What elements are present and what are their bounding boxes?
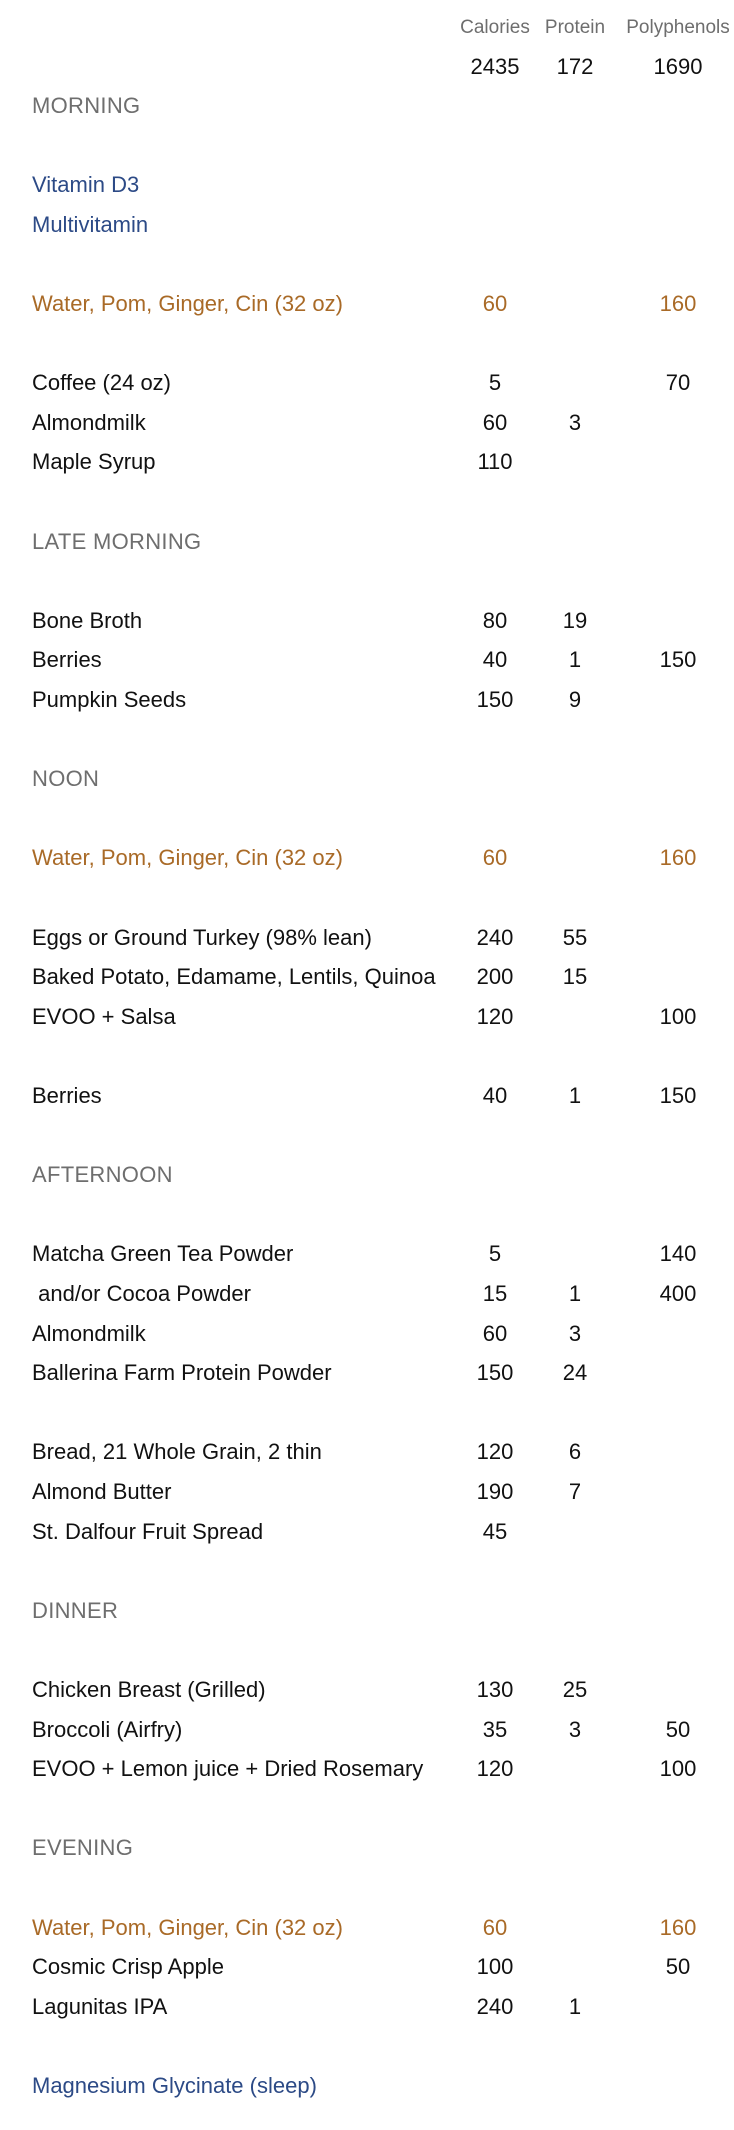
protein-value: [540, 1512, 610, 1552]
item-name: Baked Potato, Edamame, Lentils, Quinoa: [32, 964, 436, 990]
blank-row: [0, 126, 734, 166]
calories-value: 60: [482, 845, 508, 871]
protein-value: 3: [568, 1320, 582, 1346]
item-name: Broccoli (Airfry): [32, 1716, 183, 1742]
calories-value: 100: [476, 1954, 514, 1980]
totals-row: [0, 47, 734, 87]
polyphenols-value: [618, 1432, 734, 1472]
water-row: [0, 838, 734, 878]
blank-row: [0, 1195, 734, 1235]
item-row: [0, 403, 734, 443]
calories-value: 60: [482, 291, 508, 316]
item-name: Ballerina Farm Protein Powder: [32, 1360, 332, 1386]
item-row: [0, 918, 734, 958]
calories-value: 40: [482, 1083, 508, 1108]
polyphenols-value: 140: [659, 1241, 697, 1267]
item-row: [0, 1670, 734, 1710]
protein-total: 172: [556, 54, 594, 79]
polyphenols-value: 150: [659, 647, 697, 673]
item-name: EVOO + Lemon juice + Dried Rosemary: [32, 1756, 424, 1782]
polyphenols-column-header: Polyphenols: [626, 17, 730, 38]
calories-value: 120: [476, 1003, 514, 1029]
item-name: Pumpkin Seeds: [32, 687, 187, 712]
protein-column-header: Protein: [544, 17, 606, 38]
blank-row: [0, 2026, 734, 2066]
item-name: Bread, 21 Whole Grain, 2 thin: [32, 1439, 322, 1465]
calories-value: 240: [476, 1993, 514, 2019]
supplement-row: [0, 2066, 734, 2106]
item-name: Vitamin D3: [32, 172, 140, 198]
section-title: MORNING: [32, 93, 141, 118]
item-name: Almondmilk: [32, 1320, 146, 1346]
calories-value: 150: [476, 687, 514, 712]
protein-value: [540, 1234, 610, 1274]
item-name: Water, Pom, Ginger, Cin (32 oz): [32, 845, 343, 871]
item-name: Multivitamin: [32, 211, 149, 237]
blank-row: [0, 1116, 734, 1156]
protein-value: 24: [562, 1360, 588, 1386]
calories-value: 120: [476, 1439, 514, 1465]
item-row: [0, 442, 734, 482]
item-row: [0, 601, 734, 641]
section-header-row: [0, 1155, 734, 1195]
polyphenols-value: [618, 1314, 734, 1354]
item-name: Water, Pom, Ginger, Cin (32 oz): [32, 291, 343, 316]
item-row: [0, 957, 734, 997]
item-name: Maple Syrup: [32, 449, 156, 475]
item-row: [0, 363, 734, 403]
item-row: [0, 1472, 734, 1512]
section-header-row: [0, 1591, 734, 1631]
item-name: Water, Pom, Ginger, Cin (32 oz): [32, 1914, 343, 1940]
protein-value: 1: [568, 647, 582, 673]
blank-row: [0, 482, 734, 522]
blank-row: [0, 1036, 734, 1076]
item-row: [0, 1353, 734, 1393]
item-row: [0, 1749, 734, 1789]
protein-value: 6: [568, 1439, 582, 1465]
protein-value: [540, 838, 610, 878]
calories-value: 40: [482, 647, 508, 673]
item-row: [0, 1947, 734, 1987]
polyphenols-total: 1690: [653, 54, 703, 79]
item-row: [0, 1987, 734, 2027]
item-row: [0, 1512, 734, 1552]
polyphenols-value: 160: [659, 291, 697, 316]
water-row: [0, 284, 734, 324]
polyphenols-value: [618, 918, 734, 958]
section-title: EVENING: [32, 1835, 134, 1861]
column-header-row: [0, 8, 734, 48]
supplement-row: [0, 205, 734, 245]
protein-value: [540, 1908, 610, 1948]
item-row: [0, 1234, 734, 1274]
section-header-row: [0, 759, 734, 799]
protein-value: 1: [568, 1083, 582, 1108]
polyphenols-value: [618, 601, 734, 641]
item-name: Almondmilk: [32, 409, 146, 435]
calories-value: 200: [476, 964, 514, 990]
calories-value: 60: [482, 1320, 508, 1346]
protein-value: 15: [562, 964, 588, 990]
blank-row: [0, 720, 734, 760]
item-name: EVOO + Salsa: [32, 1003, 176, 1029]
blank-row: [0, 878, 734, 918]
protein-value: [540, 1947, 610, 1987]
polyphenols-value: [618, 403, 734, 443]
calories-value: 80: [482, 607, 508, 633]
polyphenols-value: 160: [659, 1914, 697, 1940]
section-title: DINNER: [32, 1597, 119, 1623]
item-name: St. Dalfour Fruit Spread: [32, 1518, 264, 1544]
item-name: and/or Cocoa Powder: [32, 1281, 251, 1306]
item-name: Cosmic Crisp Apple: [32, 1954, 224, 1980]
item-name: Berries: [32, 1083, 102, 1108]
protein-value: 25: [562, 1677, 588, 1702]
polyphenols-value: [618, 1472, 734, 1512]
protein-value: [540, 997, 610, 1037]
item-row: [0, 1076, 734, 1116]
item-name: Berries: [32, 647, 102, 673]
calories-value: 130: [476, 1677, 514, 1702]
protein-value: [540, 284, 610, 324]
item-row: [0, 1274, 734, 1314]
blank-row: [0, 1630, 734, 1670]
item-row: [0, 1314, 734, 1354]
item-name: Eggs or Ground Turkey (98% lean): [32, 924, 372, 950]
protein-value: 3: [568, 1716, 582, 1742]
polyphenols-value: 100: [659, 1756, 697, 1782]
calories-value: 5: [488, 1241, 502, 1267]
item-row: [0, 680, 734, 720]
calories-value: 150: [476, 1360, 514, 1386]
blank-row: [0, 799, 734, 839]
item-name: Almond Butter: [32, 1479, 172, 1504]
polyphenols-value: [618, 680, 734, 720]
blank-row: [0, 561, 734, 601]
section-header-row: [0, 522, 734, 562]
item-name: Lagunitas IPA: [32, 1993, 168, 2019]
section-header-row: [0, 1828, 734, 1868]
calories-column-header: Calories: [460, 17, 530, 38]
polyphenols-value: [618, 1670, 734, 1710]
polyphenols-value: [618, 1512, 734, 1552]
item-row: [0, 1432, 734, 1472]
calories-value: 35: [482, 1716, 508, 1742]
item-name: Bone Broth: [32, 607, 143, 633]
protein-value: [540, 1749, 610, 1789]
item-name: Magnesium Glycinate (sleep): [32, 2073, 317, 2098]
section-title: AFTERNOON: [32, 1162, 173, 1188]
blank-row: [0, 1393, 734, 1433]
blank-row: [0, 1551, 734, 1591]
water-row: [0, 1908, 734, 1948]
calories-value: 190: [476, 1479, 514, 1504]
protein-value: 19: [562, 607, 588, 633]
calories-value: 120: [476, 1756, 514, 1782]
polyphenols-value: 70: [665, 370, 691, 396]
protein-value: [540, 442, 610, 482]
polyphenols-value: 100: [659, 1003, 697, 1029]
supplement-row: [0, 165, 734, 205]
protein-value: 1: [568, 1993, 582, 2019]
polyphenols-value: 50: [665, 1716, 691, 1742]
polyphenols-value: [618, 1987, 734, 2027]
section-title: LATE MORNING: [32, 528, 202, 554]
section-title: NOON: [32, 766, 100, 792]
polyphenols-value: 160: [659, 845, 697, 871]
calories-value: 5: [488, 370, 502, 396]
calories-value: 110: [477, 449, 513, 475]
blank-row: [0, 244, 734, 284]
item-row: [0, 997, 734, 1037]
polyphenols-value: 50: [665, 1954, 691, 1980]
item-row: [0, 640, 734, 680]
blank-row: [0, 1789, 734, 1829]
protein-value: 55: [562, 924, 588, 950]
polyphenols-value: [618, 957, 734, 997]
item-row: [0, 1710, 734, 1750]
polyphenols-value: [618, 1353, 734, 1393]
calories-value: 15: [482, 1281, 508, 1306]
calories-value: 60: [482, 409, 508, 435]
calories-value: 240: [476, 924, 514, 950]
item-name: Coffee (24 oz): [32, 370, 172, 396]
item-name: Chicken Breast (Grilled): [32, 1677, 266, 1702]
protein-value: 3: [568, 409, 582, 435]
section-header-row: [0, 86, 734, 126]
protein-value: [540, 363, 610, 403]
calories-total: 2435: [470, 54, 520, 79]
protein-value: 9: [568, 687, 582, 712]
item-name: Matcha Green Tea Powder: [32, 1241, 294, 1267]
polyphenols-value: 150: [659, 1083, 697, 1108]
calories-value: 45: [482, 1518, 508, 1544]
blank-row: [0, 324, 734, 364]
calories-value: 60: [482, 1914, 508, 1940]
blank-row: [0, 1868, 734, 1908]
polyphenols-value: [618, 442, 734, 482]
protein-value: 7: [568, 1479, 582, 1504]
polyphenols-value: 400: [659, 1281, 697, 1306]
protein-value: 1: [568, 1281, 582, 1306]
